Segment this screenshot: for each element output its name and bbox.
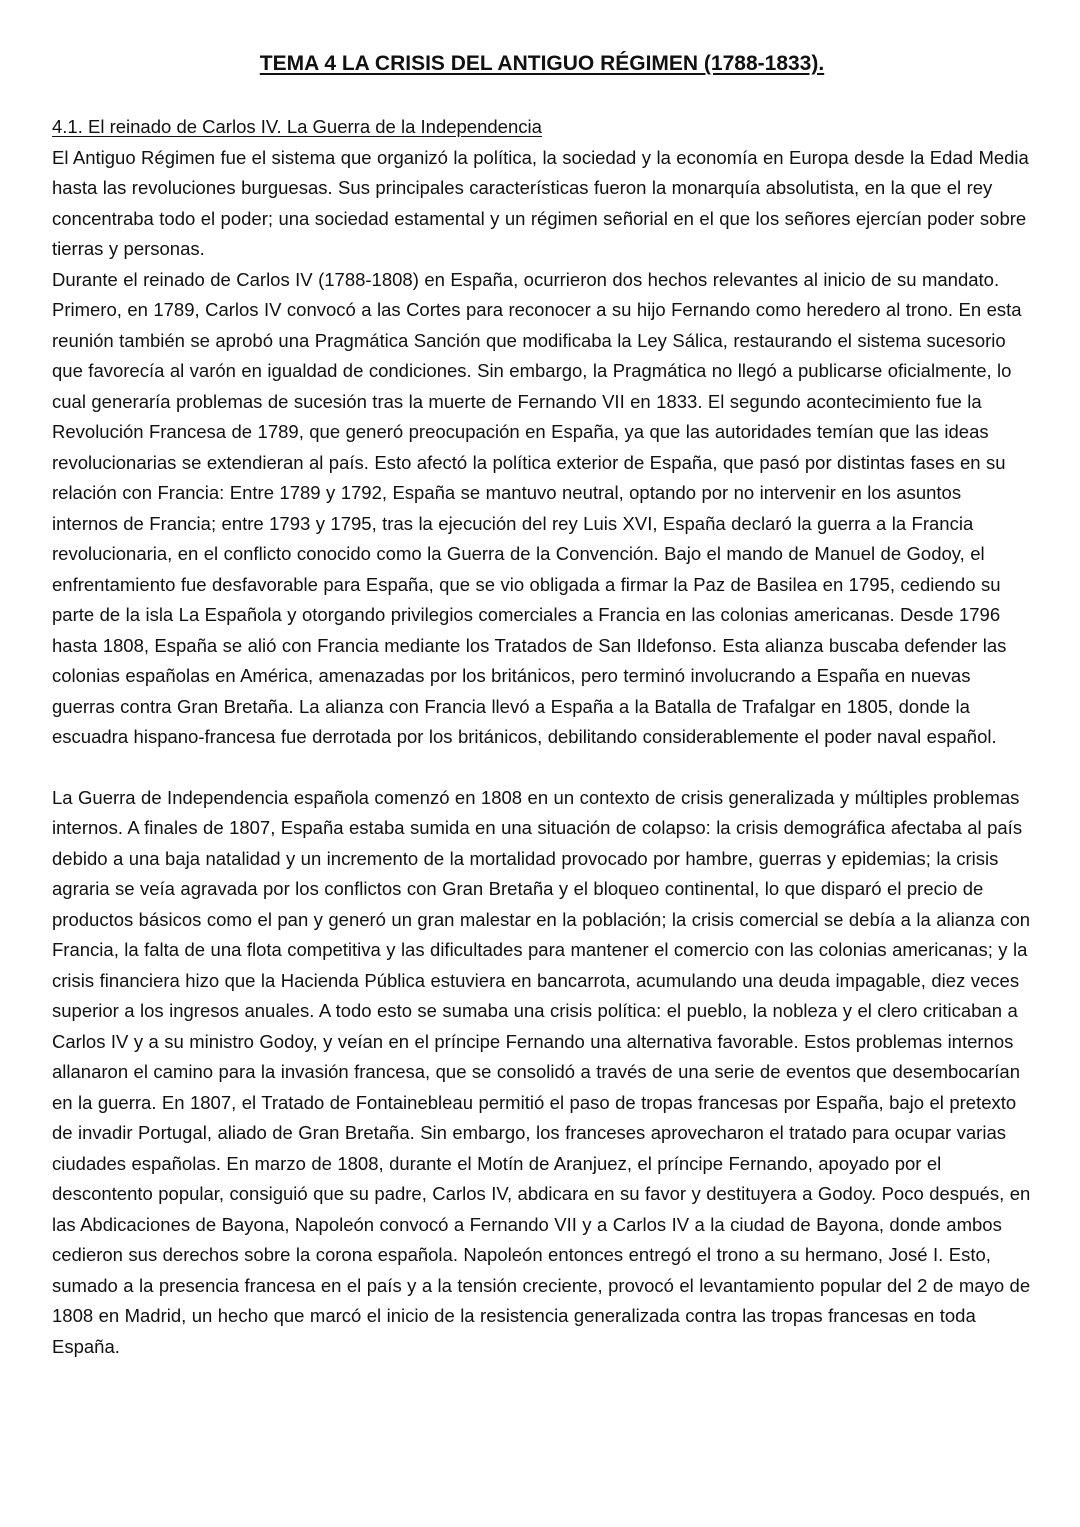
document-title: TEMA 4 LA CRISIS DEL ANTIGUO RÉGIMEN (1788-1833). xyxy=(259,52,825,75)
paragraph-guerra-independencia: La Guerra de Independencia española comenzó en 1808 en un contexto de crisis generalizada y múltiples problemas internos. A finales de 1807, España estaba sumida en una situación de colapso: la crisis demográfica afectaba al país debido a una baja natalidad y un incremento de la mortalidad provocado por hambre, guerras y epidemias; la crisis agraria se veía agravada por los conflictos con Gran Bretaña y el bloqueo continental, lo que disparó el precio de productos básicos como el pan y generó un gran malestar en la población; la crisis comercial se debía a la alianza con Francia, la falta de una flota competitiva y las dificultades para mantener el comercio con las colonias americanas; y la crisis financiera hizo que la Hacienda Pública estuviera en bancarrota, acumulando una deuda impagable, diez veces superior a los ingresos anuales. A todo esto se sumaba una crisis política: el pueblo, la nobleza y el clero criticaban a Carlos IV y a su ministro Godoy, y veían en el príncipe Fernando una alternativa favorable. Estos problemas internos allanaron el camino para la invasión francesa, que se consolidó a través de una serie de eventos que desembocarían en la guerra. En 1807, el Tratado de Fontainebleau permitió el paso de tropas francesas por España, bajo el pretexto de invadir Portugal, aliado de Gran Bretaña. Sin embargo, los franceses aprovecharon el tratado para ocupar varias ciudades españolas. En marzo de 1808, durante el Motín de Aranjuez, el príncipe Fernando, apoyado por el descontento popular, consiguió que su padre, Carlos IV, abdicara en su favor y destituyera a Godoy. Poco después, en las Abdicaciones de Bayona, Napoleón convocó a Fernando VII y a Carlos IV a la ciudad de Bayona, donde ambos cedieron sus derechos sobre la corona española. Napoleón entonces entregó el trono a su hermano, José I. Esto, sumado a la presencia francesa en el país y a la tensión creciente, provocó el levantamiento popular del 2 de mayo de 1808 en Madrid, un hecho que marcó el inicio de la resistencia generalizada contra las tropas francesas en toda España. xyxy=(52,786,1031,1357)
paragraph-spacer xyxy=(52,753,1032,783)
paragraph-antiguo-regimen: El Antiguo Régimen fue el sistema que organizó la política, la sociedad y la economía en Europa desde la Edad Media hasta las revoluciones burguesas. Sus principales características fueron la monarquía absolutista, en la que el rey concentraba todo el poder; una sociedad estamental y un régimen señorial en el que los señores ejercían poder sobre tierras y personas. xyxy=(52,146,1029,259)
paragraph-reinado-carlos-iv: Durante el reinado de Carlos IV (1788-1808) en España, ocurrieron dos hechos relevantes al inicio de su mandato. Primero, en 1789, Carlos IV convocó a las Cortes para reconocer a su hijo Fernando como heredero al trono. En esta reunión también se aprobó una Pragmática Sanción que modificaba la Ley Sálica, restaurando el sistema sucesorio que favorecía al varón en igualdad de condiciones. Sin embargo, la Pragmática no llegó a publicarse oficialmente, lo cual generaría problemas de sucesión tras la muerte de Fernando VII en 1833. El segundo acontecimiento fue la Revolución Francesa de 1789, que generó preocupación en España, ya que las autoridades temían que las ideas revolucionarias se extendieran al país. Esto afectó la política exterior de España, que pasó por distintas fases en su relación con Francia: Entre 1789 y 1792, España se mantuvo neutral, optando por no intervenir en los asuntos internos de Francia; entre 1793 y 1795, tras la ejecución del rey Luis XVI, España declaró la guerra a la Francia revolucionaria, en el conflicto conocido como la Guerra de la Convención. Bajo el mando de Manuel de Godoy, el enfrentamiento fue desfavorable para España, que se vio obligada a firmar la Paz de Basilea en 1795, cediendo su parte de la isla La Española y otorgando privilegios comerciales a Francia en las colonias americanas. Desde 1796 hasta 1808, España se alió con Francia mediante los Tratados de San Ildefonso. Esta alianza buscaba defender las colonias españolas en América, amenazadas por los británicos, pero terminó involucrando a España en nuevas guerras contra Gran Bretaña. La alianza con Francia llevó a España a la Batalla de Trafalgar en 1805, donde la escuadra hispano-francesa fue derrotada por los británicos, debilitando considerablemente el poder naval español. xyxy=(52,268,1022,747)
section-heading: 4.1. El reinado de Carlos IV. La Guerra de la Independencia xyxy=(52,116,542,137)
document-page xyxy=(52,52,1032,1362)
